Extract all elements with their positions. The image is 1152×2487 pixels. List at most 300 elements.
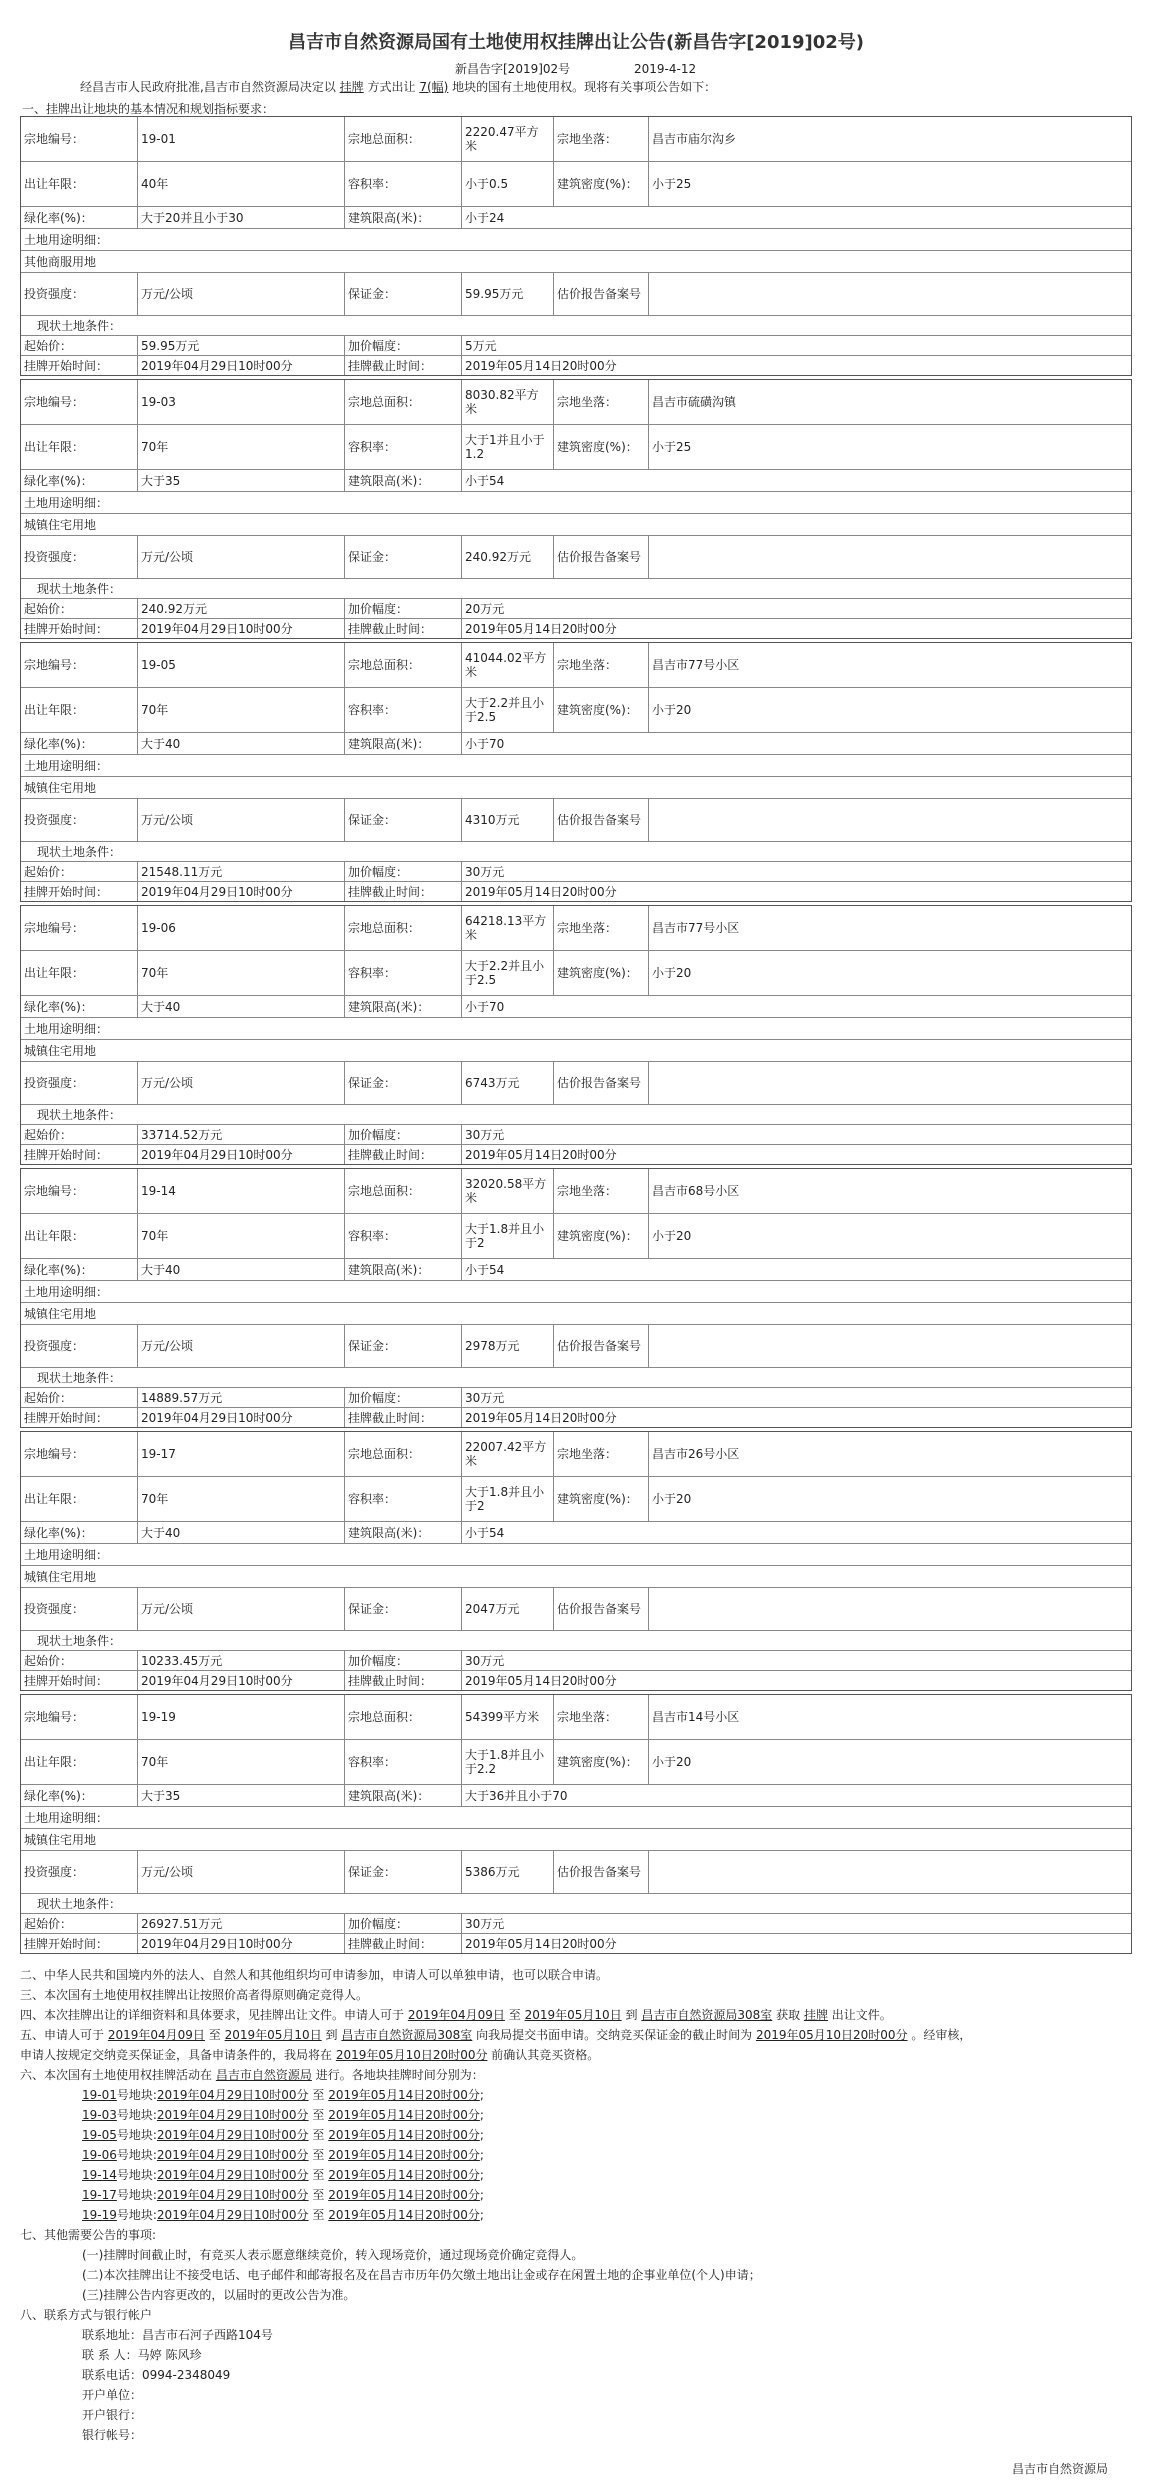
increment-label: 加价幅度：: [345, 862, 462, 881]
section-8-heading: 八、联系方式与银行帐户: [20, 2308, 153, 2322]
end-time-label: 挂牌截止时间：: [345, 882, 462, 901]
account-number: 银行帐号：: [82, 2428, 143, 2442]
location-label: 宗地坐落：: [554, 1169, 649, 1213]
density-label: 建筑密度(%)：: [554, 1740, 649, 1784]
green-value: 大于40: [138, 996, 345, 1017]
far-value: 大于1.8并且小于2: [462, 1214, 554, 1258]
location-value: 昌吉市77号小区: [652, 921, 740, 935]
location-value: 昌吉市68号小区: [652, 1184, 740, 1198]
increment-label: 加价幅度：: [345, 1651, 462, 1670]
far-label: 容积率：: [345, 688, 462, 732]
deposit-value: 5386万元: [462, 1851, 554, 1893]
green-value: 大于35: [138, 470, 345, 491]
contact-address: 联系地址：昌吉市石河子西路104号: [82, 2328, 273, 2342]
schedule-parcel-no: 19-05: [82, 2128, 117, 2142]
green-value: 大于40: [138, 1259, 345, 1280]
invest-unit: 万元/公顷: [138, 536, 345, 578]
increment-label: 加价幅度：: [345, 1125, 462, 1144]
far-label: 容积率：: [345, 425, 462, 469]
parcel-no-label: 宗地编号：: [21, 117, 138, 161]
increment-value: 30万元: [465, 1127, 505, 1142]
density-value: 小于20: [652, 966, 692, 980]
density-label: 建筑密度(%)：: [554, 951, 649, 995]
location-value: 昌吉市庙尔沟乡: [652, 132, 737, 146]
parcel-no-label: 宗地编号：: [21, 1432, 138, 1476]
location-value: 昌吉市26号小区: [652, 1447, 740, 1461]
start-time-label: 挂牌开始时间：: [21, 1145, 138, 1164]
density-value: 小于20: [652, 1755, 692, 1769]
far-value: 小于0.5: [462, 162, 554, 206]
term-value: 70年: [138, 688, 345, 732]
schedule-item: 19-14号地块:2019年04月29日10时00分 至 2019年05月14日20时00分;: [82, 2168, 484, 2182]
green-label: 绿化率(%)：: [21, 207, 138, 228]
green-value: 大于35: [138, 1785, 345, 1806]
use-label: 土地用途明细：: [24, 1810, 109, 1825]
status-label: 现状土地条件：: [37, 581, 122, 596]
parcel-no-label: 宗地编号：: [21, 380, 138, 424]
term-value: 40年: [138, 162, 345, 206]
deposit-label: 保证金：: [345, 1588, 462, 1630]
status-label: 现状土地条件：: [37, 1370, 122, 1385]
parcel-no-label: 宗地编号：: [21, 1169, 138, 1213]
term-value: 70年: [138, 951, 345, 995]
far-value: 大于2.2并且小于2.5: [462, 951, 554, 995]
area-value: 41044.02平方米: [462, 643, 554, 687]
schedule-suffix: 号地块:: [116, 2148, 157, 2162]
height-label: 建筑限高(米)：: [345, 470, 462, 491]
appraisal-label: 估价报告备案号: [554, 799, 649, 841]
section-7-item-3: (三)挂牌公告内容更改的，以届时的更改公告为准。: [82, 2288, 356, 2302]
sec6-place: 昌吉市自然资源局: [215, 2068, 312, 2082]
section-7-heading: 七、其他需要公告的事项:: [20, 2228, 157, 2242]
density-value: 小于20: [652, 1229, 692, 1243]
schedule-to: 至: [312, 2088, 325, 2102]
increment-value: 5万元: [465, 338, 497, 353]
area-value: 54399平方米: [462, 1695, 554, 1739]
section-3: 三、本次国有土地使用权挂牌出让按照价高者得原则确定竞得人。: [20, 1988, 369, 2002]
area-value: 22007.42平方米: [462, 1432, 554, 1476]
increment-value: 30万元: [465, 1916, 505, 1931]
increment-label: 加价幅度：: [345, 599, 462, 618]
appraisal-value: [649, 1588, 1131, 1630]
doc-number-line: [455, 60, 696, 77]
start-time-value: 2019年04月29日10时00分: [138, 1671, 345, 1690]
schedule-item: 19-03号地块:2019年04月29日10时00分 至 2019年05月14日20时00分;: [82, 2108, 484, 2122]
start-price-label: 起始价：: [21, 599, 138, 618]
parcel-table: [20, 379, 1132, 639]
start-price-value: 33714.52万元: [138, 1125, 345, 1144]
parcel-no: 19-06: [138, 906, 345, 950]
sec4-at: 到: [625, 2008, 638, 2022]
term-label: 出让年限：: [21, 425, 138, 469]
use-value: 城镇住宅用地: [24, 1043, 97, 1058]
term-label: 出让年限：: [21, 162, 138, 206]
start-price-label: 起始价：: [21, 1125, 138, 1144]
start-price-label: 起始价：: [21, 1388, 138, 1407]
schedule-to: 至: [312, 2168, 325, 2182]
far-label: 容积率：: [345, 162, 462, 206]
schedule-end: 2019年05月14日20时00分: [328, 2148, 480, 2162]
invest-unit: 万元/公顷: [138, 799, 345, 841]
density-value: 小于25: [652, 177, 692, 191]
end-time-value: 2019年05月14日20时00分: [465, 1673, 617, 1688]
area-label: 宗地总面积：: [345, 1695, 462, 1739]
parcel-table: [20, 642, 1132, 902]
appraisal-label: 估价报告备案号: [554, 1325, 649, 1367]
end-time-value: 2019年05月14日20时00分: [465, 884, 617, 899]
intro-paragraph: [80, 78, 716, 95]
use-label: 土地用途明细：: [24, 1284, 109, 1299]
start-time-value: 2019年04月29日10时00分: [138, 1145, 345, 1164]
status-label: 现状土地条件：: [37, 1633, 122, 1648]
parcel-no: 19-17: [138, 1432, 345, 1476]
location-label: 宗地坐落：: [554, 1432, 649, 1476]
location-value: 昌吉市77号小区: [652, 658, 740, 672]
term-value: 70年: [138, 1740, 345, 1784]
invest-unit: 万元/公顷: [138, 1588, 345, 1630]
section-1-heading: 一、挂牌出让地块的基本情况和规划指标要求：: [22, 102, 275, 116]
schedule-to: 至: [312, 2208, 325, 2222]
contact-phone: 联系电话：0994-2348049: [82, 2368, 231, 2382]
schedule-suffix: 号地块:: [116, 2128, 157, 2142]
appraisal-value: [649, 273, 1131, 315]
deposit-label: 保证金：: [345, 1851, 462, 1893]
far-label: 容积率：: [345, 1214, 462, 1258]
parcel-tables: [20, 116, 1132, 1957]
start-price-value: 10233.45万元: [138, 1651, 345, 1670]
sec5-deadline: 2019年05月10日20时00分: [755, 2028, 908, 2042]
schedule-item: 19-19号地块:2019年04月29日10时00分 至 2019年05月14日20时00分;: [82, 2208, 484, 2222]
start-time-value: 2019年04月29日10时00分: [138, 882, 345, 901]
end-time-value: 2019年05月14日20时00分: [465, 1147, 617, 1162]
appraisal-label: 估价报告备案号: [554, 273, 649, 315]
term-value: 70年: [138, 425, 345, 469]
height-value: 小于54: [465, 1262, 505, 1277]
sec5-date-to: 2019年05月10日: [224, 2028, 322, 2042]
intro-text-1: 经昌吉市人民政府批准,昌吉市自然资源局决定以: [80, 80, 336, 94]
area-label: 宗地总面积：: [345, 906, 462, 950]
sec5-to: 至: [208, 2028, 221, 2042]
height-label: 建筑限高(米)：: [345, 1259, 462, 1280]
end-time-label: 挂牌截止时间：: [345, 619, 462, 638]
height-value: 小于70: [465, 736, 505, 751]
sec6-text-2: 进行。各地块挂牌时间分别为：: [315, 2068, 484, 2082]
appraisal-label: 估价报告备案号: [554, 536, 649, 578]
schedule-suffix: 号地块:: [116, 2168, 157, 2182]
use-value: 城镇住宅用地: [24, 517, 97, 532]
parcel-table: [20, 905, 1132, 1165]
green-label: 绿化率(%)：: [21, 1522, 138, 1543]
schedule-start: 2019年04月29日10时00分: [156, 2188, 309, 2202]
term-label: 出让年限：: [21, 1214, 138, 1258]
schedule-end: 2019年05月14日20时00分: [328, 2188, 480, 2202]
parcel-table: [20, 116, 1132, 376]
use-value: 城镇住宅用地: [24, 1306, 97, 1321]
height-label: 建筑限高(米)：: [345, 207, 462, 228]
page-title: 昌吉市自然资源局国有土地使用权挂牌出让公告(新昌告字[2019]02号): [287, 32, 865, 53]
sec6-text: 六、本次国有土地使用权挂牌活动在: [20, 2068, 213, 2082]
section-5-line-2: [20, 2045, 971, 2065]
end-time-label: 挂牌截止时间：: [345, 1408, 462, 1427]
invest-label: 投资强度：: [21, 799, 138, 841]
use-label: 土地用途明细：: [24, 758, 109, 773]
increment-value: 30万元: [465, 864, 505, 879]
area-label: 宗地总面积：: [345, 117, 462, 161]
invest-label: 投资强度：: [21, 536, 138, 578]
appraisal-value: [649, 536, 1131, 578]
section-6: [20, 2065, 971, 2085]
end-time-label: 挂牌截止时间：: [345, 1145, 462, 1164]
height-label: 建筑限高(米)：: [345, 1522, 462, 1543]
increment-value: 30万元: [465, 1653, 505, 1668]
schedule-end: 2019年05月14日20时00分: [328, 2208, 480, 2222]
parcel-table: [20, 1168, 1132, 1428]
deposit-label: 保证金：: [345, 273, 462, 315]
schedule-end: 2019年05月14日20时00分: [328, 2108, 480, 2122]
start-time-value: 2019年04月29日10时00分: [138, 356, 345, 375]
end-time-label: 挂牌截止时间：: [345, 1934, 462, 1953]
green-label: 绿化率(%)：: [21, 1785, 138, 1806]
parcel-no: 19-03: [138, 380, 345, 424]
schedule-start: 2019年04月29日10时00分: [156, 2148, 309, 2162]
term-value: 70年: [138, 1477, 345, 1521]
status-label: 现状土地条件：: [37, 1107, 122, 1122]
start-time-label: 挂牌开始时间：: [21, 356, 138, 375]
schedule-parcel-no: 19-06: [82, 2148, 117, 2162]
schedule-end: 2019年05月14日20时00分: [328, 2088, 480, 2102]
location-label: 宗地坐落：: [554, 1695, 649, 1739]
appraisal-value: [649, 799, 1131, 841]
section-4: [20, 2005, 971, 2025]
schedule-start: 2019年04月29日10时00分: [156, 2108, 309, 2122]
start-time-label: 挂牌开始时间：: [21, 1671, 138, 1690]
start-time-label: 挂牌开始时间：: [21, 1934, 138, 1953]
schedule-parcel-no: 19-19: [82, 2208, 117, 2222]
schedule-suffix: 号地块:: [116, 2088, 157, 2102]
schedule-suffix: 号地块:: [116, 2108, 157, 2122]
end-time-value: 2019年05月14日20时00分: [465, 1936, 617, 1951]
appraisal-label: 估价报告备案号: [554, 1062, 649, 1104]
sec4-method: 挂牌: [803, 2008, 828, 2022]
intro-text-2: 方式出让: [367, 80, 416, 94]
green-label: 绿化率(%)：: [21, 470, 138, 491]
schedule-end: 2019年05月14日20时00分: [328, 2128, 480, 2142]
green-label: 绿化率(%)：: [21, 1259, 138, 1280]
start-price-value: 26927.51万元: [138, 1914, 345, 1933]
location-value: 昌吉市硫磺沟镇: [652, 395, 737, 409]
height-value: 小于24: [465, 210, 505, 225]
far-label: 容积率：: [345, 1740, 462, 1784]
sec4-end: 出让文件。: [831, 2008, 892, 2022]
parcel-table: [20, 1694, 1132, 1954]
invest-label: 投资强度：: [21, 1588, 138, 1630]
height-value: 小于54: [465, 1525, 505, 1540]
sec5-text: 五、申请人可于: [20, 2028, 105, 2042]
use-label: 土地用途明细：: [24, 495, 109, 510]
green-label: 绿化率(%)：: [21, 733, 138, 754]
term-label: 出让年限：: [21, 1740, 138, 1784]
height-label: 建筑限高(米)：: [345, 733, 462, 754]
deposit-value: 6743万元: [462, 1062, 554, 1104]
sec5-line2-date: 2019年05月10日20时00分: [335, 2048, 488, 2062]
intro-count: 7(幅): [419, 80, 449, 94]
deposit-label: 保证金：: [345, 1325, 462, 1367]
use-label: 土地用途明细：: [24, 232, 109, 247]
status-label: 现状土地条件：: [37, 1896, 122, 1911]
schedule-suffix: 号地块:: [116, 2188, 157, 2202]
doc-date: 2019-4-12: [634, 62, 697, 76]
appraisal-label: 估价报告备案号: [554, 1851, 649, 1893]
sec5-at: 到: [325, 2028, 338, 2042]
green-label: 绿化率(%)：: [21, 996, 138, 1017]
sec5-review: 。经审核，: [911, 2028, 972, 2042]
parcel-no: 19-19: [138, 1695, 345, 1739]
sec4-date-to: 2019年05月10日: [524, 2008, 622, 2022]
start-time-label: 挂牌开始时间：: [21, 882, 138, 901]
area-label: 宗地总面积：: [345, 1169, 462, 1213]
location-label: 宗地坐落：: [554, 643, 649, 687]
term-value: 70年: [138, 1214, 345, 1258]
sec4-place: 昌吉市自然资源局308室: [641, 2008, 773, 2022]
use-value: 城镇住宅用地: [24, 1569, 97, 1584]
green-value: 大于20并且小于30: [138, 207, 345, 228]
intro-method: 挂牌: [339, 80, 364, 94]
term-label: 出让年限：: [21, 1477, 138, 1521]
location-label: 宗地坐落：: [554, 117, 649, 161]
area-label: 宗地总面积：: [345, 643, 462, 687]
area-value: 8030.82平方米: [462, 380, 554, 424]
area-label: 宗地总面积：: [345, 380, 462, 424]
status-label: 现状土地条件：: [37, 318, 122, 333]
start-price-value: 240.92万元: [138, 599, 345, 618]
use-label: 土地用途明细：: [24, 1547, 109, 1562]
start-time-label: 挂牌开始时间：: [21, 619, 138, 638]
appraisal-label: 估价报告备案号: [554, 1588, 649, 1630]
density-label: 建筑密度(%)：: [554, 425, 649, 469]
density-value: 小于25: [652, 440, 692, 454]
invest-unit: 万元/公顷: [138, 1062, 345, 1104]
far-label: 容积率：: [345, 1477, 462, 1521]
height-label: 建筑限高(米)：: [345, 996, 462, 1017]
start-time-value: 2019年04月29日10时00分: [138, 619, 345, 638]
height-value: 大于36并且小于70: [465, 1788, 568, 1803]
account-unit: 开户单位：: [82, 2388, 143, 2402]
end-time-label: 挂牌截止时间：: [345, 356, 462, 375]
deposit-label: 保证金：: [345, 799, 462, 841]
doc-number: 新昌告字[2019]02号: [455, 62, 571, 76]
schedule-suffix: 号地块:: [116, 2208, 157, 2222]
green-value: 大于40: [138, 1522, 345, 1543]
sec4-text: 四、本次挂牌出让的详细资料和具体要求，见挂牌出让文件。申请人可于: [20, 2008, 405, 2022]
green-value: 大于40: [138, 733, 345, 754]
parcel-no: 19-14: [138, 1169, 345, 1213]
start-price-value: 14889.57万元: [138, 1388, 345, 1407]
density-label: 建筑密度(%)：: [554, 1477, 649, 1521]
increment-label: 加价幅度：: [345, 1914, 462, 1933]
end-time-value: 2019年05月14日20时00分: [465, 621, 617, 636]
appraisal-value: [649, 1062, 1131, 1104]
schedule-item: 19-05号地块:2019年04月29日10时00分 至 2019年05月14日20时00分;: [82, 2128, 484, 2142]
area-label: 宗地总面积：: [345, 1432, 462, 1476]
start-price-label: 起始价：: [21, 862, 138, 881]
deposit-value: 2978万元: [462, 1325, 554, 1367]
increment-value: 20万元: [465, 601, 505, 616]
schedule-parcel-no: 19-01: [82, 2088, 117, 2102]
density-label: 建筑密度(%)：: [554, 688, 649, 732]
schedule-parcel-no: 19-17: [82, 2188, 117, 2202]
start-price-label: 起始价：: [21, 336, 138, 355]
schedule-item: 19-17号地块:2019年04月29日10时00分 至 2019年05月14日20时00分;: [82, 2188, 484, 2202]
area-value: 2220.47平方米: [462, 117, 554, 161]
contact-person: 联 系 人：马婷 陈风珍: [82, 2348, 202, 2362]
increment-label: 加价幅度：: [345, 1388, 462, 1407]
status-label: 现状土地条件：: [37, 844, 122, 859]
parcel-no-label: 宗地编号：: [21, 906, 138, 950]
schedule-end: 2019年05月14日20时00分: [328, 2168, 480, 2182]
invest-label: 投资强度：: [21, 1325, 138, 1367]
sec5-line2-end: 前确认其竞买资格。: [491, 2048, 600, 2062]
signature: 昌吉市自然资源局: [1012, 2462, 1109, 2476]
use-value: 城镇住宅用地: [24, 780, 97, 795]
invest-unit: 万元/公顷: [138, 1851, 345, 1893]
sec4-to: 至: [508, 2008, 521, 2022]
sec5-date-from: 2019年04月09日: [107, 2028, 205, 2042]
area-value: 64218.13平方米: [462, 906, 554, 950]
far-value: 大于2.2并且小于2.5: [462, 688, 554, 732]
notice-sections: [20, 1965, 971, 2445]
invest-unit: 万元/公顷: [138, 273, 345, 315]
increment-label: 加价幅度：: [345, 336, 462, 355]
location-value: 昌吉市14号小区: [652, 1710, 740, 1724]
use-value: 其他商服用地: [24, 254, 97, 269]
sec4-get: 获取: [776, 2008, 801, 2022]
deposit-value: 2047万元: [462, 1588, 554, 1630]
schedule-start: 2019年04月29日10时00分: [156, 2208, 309, 2222]
parcel-table: [20, 1431, 1132, 1691]
sec5-line2-text: 申请人按规定交纳竞买保证金，具备申请条件的，我局将在: [20, 2048, 333, 2062]
parcel-no: 19-05: [138, 643, 345, 687]
area-value: 32020.58平方米: [462, 1169, 554, 1213]
schedule-to: 至: [312, 2108, 325, 2122]
start-time-label: 挂牌开始时间：: [21, 1408, 138, 1427]
far-label: 容积率：: [345, 951, 462, 995]
intro-text-3: 地块的国有土地使用权。现将有关事项公告如下：: [452, 80, 717, 94]
density-value: 小于20: [652, 1492, 692, 1506]
sec4-date-from: 2019年04月09日: [407, 2008, 505, 2022]
height-label: 建筑限高(米)：: [345, 1785, 462, 1806]
parcel-no-label: 宗地编号：: [21, 643, 138, 687]
far-value: 大于1并且小于1.2: [462, 425, 554, 469]
density-label: 建筑密度(%)：: [554, 162, 649, 206]
start-price-label: 起始价：: [21, 1914, 138, 1933]
term-label: 出让年限：: [21, 951, 138, 995]
schedule-to: 至: [312, 2128, 325, 2142]
schedule-item: 19-06号地块:2019年04月29日10时00分 至 2019年05月14日20时00分;: [82, 2148, 484, 2162]
location-label: 宗地坐落：: [554, 906, 649, 950]
schedule-to: 至: [312, 2148, 325, 2162]
density-label: 建筑密度(%)：: [554, 1214, 649, 1258]
height-value: 小于70: [465, 999, 505, 1014]
deposit-value: 59.95万元: [462, 273, 554, 315]
account-bank: 开户银行：: [82, 2408, 143, 2422]
schedule-start: 2019年04月29日10时00分: [156, 2168, 309, 2182]
invest-label: 投资强度：: [21, 1851, 138, 1893]
appraisal-value: [649, 1851, 1131, 1893]
deposit-value: 240.92万元: [462, 536, 554, 578]
schedule-parcel-no: 19-03: [82, 2108, 117, 2122]
deposit-value: 4310万元: [462, 799, 554, 841]
increment-value: 30万元: [465, 1390, 505, 1405]
